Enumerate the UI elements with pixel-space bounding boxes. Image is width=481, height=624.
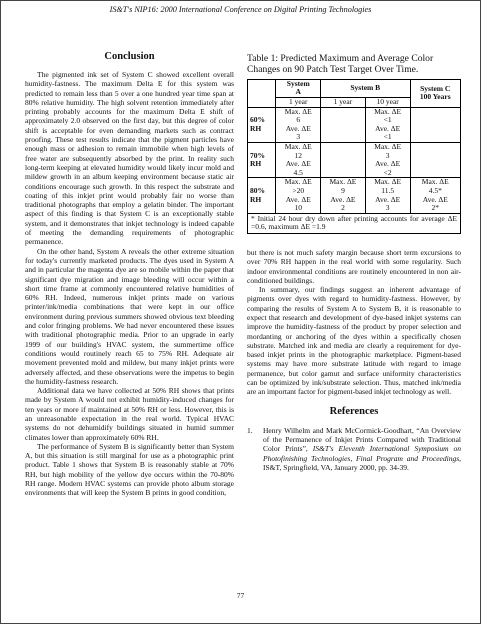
b10-cell-line: Max. ΔE [374, 141, 402, 151]
rh-cell-line: RH [250, 194, 262, 204]
a-cell-line: 12 [294, 150, 302, 160]
b10-cell-line: Max. ΔE [374, 106, 402, 116]
b1-cell-line [322, 133, 364, 142]
b1-cell [321, 107, 366, 142]
table-row [248, 142, 461, 177]
b10-cell-line: 3 [385, 150, 390, 160]
rh-cell-line: 80% [250, 185, 265, 195]
a-cell-line: >20 [292, 185, 305, 195]
paragraph: The pigmented ink set of System C showed excellent overall humidity-fastness. The maximum Delta E for this system was predicted to remain less than 5 over a one hundred year time span at 80% relative humidity. The high solvent retention immediately after printing probably accounts for the maximum Delta E shift of approximately 2.0 observed on the first day, but this degree of color shift is acceptable for even demanding markets such as contract proofing. These test results indicate that the pigment particles have enough mass or adhesion to remain immobile when high levels of free water are subsequently absorbed by the print. In reality such long-term keeping at elevated humidity would likely incur mold and mildew growth in an album keeping environment because static air conditions encourage such growth. In this respect the substrate and coating of this inkjet print would probably fair no worse than traditional photographs that employ a gelatin binder. The important aspect of this finding is that System C is an exceptionally stable system, and it demonstrates that inkjet technology is indeed capable of meeting the demanding requirements of photographic permanence. [25, 70, 234, 247]
period-a: 1 year [276, 98, 321, 108]
a-cell-line: Ave. ΔE [285, 194, 311, 204]
table-row [248, 178, 461, 213]
a-cell [276, 142, 321, 177]
c-cell-line: Max. ΔE [421, 177, 449, 187]
conclusion-heading: Conclusion [104, 51, 155, 62]
header-system-c-line1: System C [420, 83, 451, 93]
left-column [25, 51, 234, 498]
b10-cell-line: <2 [383, 167, 392, 177]
rh-cell [248, 142, 276, 177]
reference-number: 1. [247, 425, 253, 435]
b1-cell-line: Ave. ΔE [330, 194, 356, 204]
a-cell [276, 107, 321, 142]
rh-cell [248, 178, 276, 213]
b10-cell-line: <1 [383, 132, 392, 142]
a-cell-line: Max. ΔE [284, 141, 312, 151]
b1-cell-line: 9 [341, 185, 345, 195]
rh-cell [248, 107, 276, 142]
results-table [247, 79, 461, 214]
c-cell [410, 107, 461, 142]
reference-text [263, 426, 461, 472]
a-cell-line: Max. ΔE [284, 106, 312, 116]
b10-cell-line: 3 [385, 203, 390, 213]
rh-cell-line: RH [250, 123, 262, 133]
paragraph: The performance of System B is significantly better than System A, but this situation is still marginal for use as a photographic print product. Table 1 shows that System B is reasonably stable at 70% RH, but high mobility of the yellow dye occurs within the 70-80% RH range. Modern HVAC systems can provide photo album storage environments that will keep the System B prints in good condition, [25, 441, 234, 498]
reference-publisher: , IS&T, Springfield, VA, January 2000, pp. 34-39. [263, 453, 461, 472]
paragraph: On the other hand, System A reveals the other extreme situation for today's currently marketed products. The dyes used in System A and in particular the magenta dye are so mobile within the paper that significant dye migration and image bleeding will occur within a short time frame at commonly encountered relative humidities of 60% RH. Indeed, numerous inkjet prints made on various printer/ink/media combinations that were kept in our office environment during previous summers showed obvious text bleeding and color fringing problems. We had never encountered these issues with traditional photographic media. Prior to an upgrade in early 1999 of our building's HVAC system, the summertime office conditions would routinely reach 65 to 75% RH. Adequate air movement prevented mold and mildew, but many inkjet prints were adversely affected, and these observations were the impetus to begin the humidity-fastness research. [25, 246, 234, 386]
paragraph: In summary, our findings suggest an inherent advantage of pigments over dyes with regard to humidity-fastness. However, by comparing the results of System A to System B, it is reasonable to expect that research and development of dye-based inkjet systems can improve the humidity-fastness of the product by proper selection and mordanting or anchoring of the dyes within a specifically chosen substrate. Matched ink and media are clearly a requirement for dye-based inkjet prints in the photographic marketplace. Pigment-based systems may have more substrate latitude with regard to image permanence, but color gamut and surface uniformity characteristics can be optimized by ink/substrate selection. Thus, matched ink/media are an important factor for pigment-based inkjet technology as well. [247, 285, 461, 397]
header-system-a-line1: System [286, 78, 310, 88]
b1-cell-line: 2 [341, 203, 345, 213]
b10-cell-line: Ave. ΔE [375, 159, 401, 169]
references-heading: References [329, 405, 379, 417]
a-cell-line: Ave. ΔE [285, 123, 311, 133]
b10-cell [365, 107, 410, 142]
reference-authors-title: Henry Wilhelm and Mark McCormick-Goodhart, “An Overview of the Permanence of Inkjet Prints Compared with Traditional Color Prints”, [263, 425, 461, 454]
header-system-c [410, 79, 461, 107]
reference-item [247, 426, 461, 472]
page-number: 77 [236, 591, 245, 600]
c-cell-line: 4.5* [428, 185, 442, 195]
table-corner [248, 79, 276, 107]
c-cell [410, 178, 461, 213]
b10-cell-line: Max. ΔE [374, 177, 402, 187]
table-caption: Table 1: Predicted Maximum and Average Color Changes on 90 Patch Test Target Over Time. [247, 53, 434, 76]
a-cell-line: 10 [294, 203, 302, 213]
a-cell-line: 4.5 [293, 167, 303, 177]
b1-cell-line [322, 169, 364, 178]
right-column [247, 53, 461, 472]
period-b-10: 10 year [365, 98, 410, 108]
paragraph: Additional data we have collected at 50% RH shows that prints made by System A would not exhibit humidity-induced changes for ten years or more if maintained at 50% RH or less. However, this is an unreasonable expectation in the real world. Typical HVAC systems do not dehumidify buildings situated in humid summer climates lower than approximately 60% RH. [25, 386, 234, 442]
header-system-a [276, 79, 321, 97]
header-system-a-line2: A [295, 87, 301, 97]
rh-cell-line: RH [250, 159, 262, 169]
table-footnote: * Initial 24 hour dry down after printing accounts for average ΔE =0.6, maximum ΔE =1.9 [247, 214, 461, 234]
a-cell [276, 178, 321, 213]
a-cell-line: Max. ΔE [284, 177, 312, 187]
header-system-c-line2: 100 Years [419, 92, 451, 102]
c-cell-line [412, 169, 460, 178]
period-b-1: 1 year [321, 98, 366, 108]
a-cell-line: Ave. ΔE [285, 159, 311, 169]
b10-cell-line: Ave. ΔE [375, 123, 401, 133]
c-cell-line [412, 133, 460, 142]
right-body [247, 248, 461, 397]
b1-cell [321, 142, 366, 177]
header-system-b: System B [321, 79, 410, 97]
c-cell-line: Ave. ΔE [422, 194, 448, 204]
rh-cell-line: 70% [250, 150, 265, 160]
reference-proceedings: IS&T's Eleventh International Symposium on Photofinishing Technologies, Final Program and Proceedings [263, 444, 461, 463]
b1-cell [321, 178, 366, 213]
paragraph: but there is not much safety margin because short term excursions to over 70% RH happen in the real world with some regularity. Such indoor environmental conditions are routinely encountered in non air-conditioned buildings. [247, 247, 461, 285]
b10-cell [365, 142, 410, 177]
c-cell [410, 142, 461, 177]
b10-cell-line: 11.5 [381, 185, 395, 195]
b10-cell [365, 178, 410, 213]
b10-cell-line: <1 [383, 115, 392, 125]
running-header: IS&T's NIP16: 2000 International Conference on Digital Printing Technologies [109, 5, 372, 14]
table-row [248, 107, 461, 142]
a-cell-line: 6 [296, 115, 301, 125]
a-cell-line: 3 [296, 132, 301, 142]
b1-cell-line: Max. ΔE [329, 177, 357, 187]
rh-cell-line: 60% [250, 115, 265, 125]
b10-cell-line: Ave. ΔE [375, 194, 401, 204]
c-cell-line: 2* [431, 203, 439, 213]
